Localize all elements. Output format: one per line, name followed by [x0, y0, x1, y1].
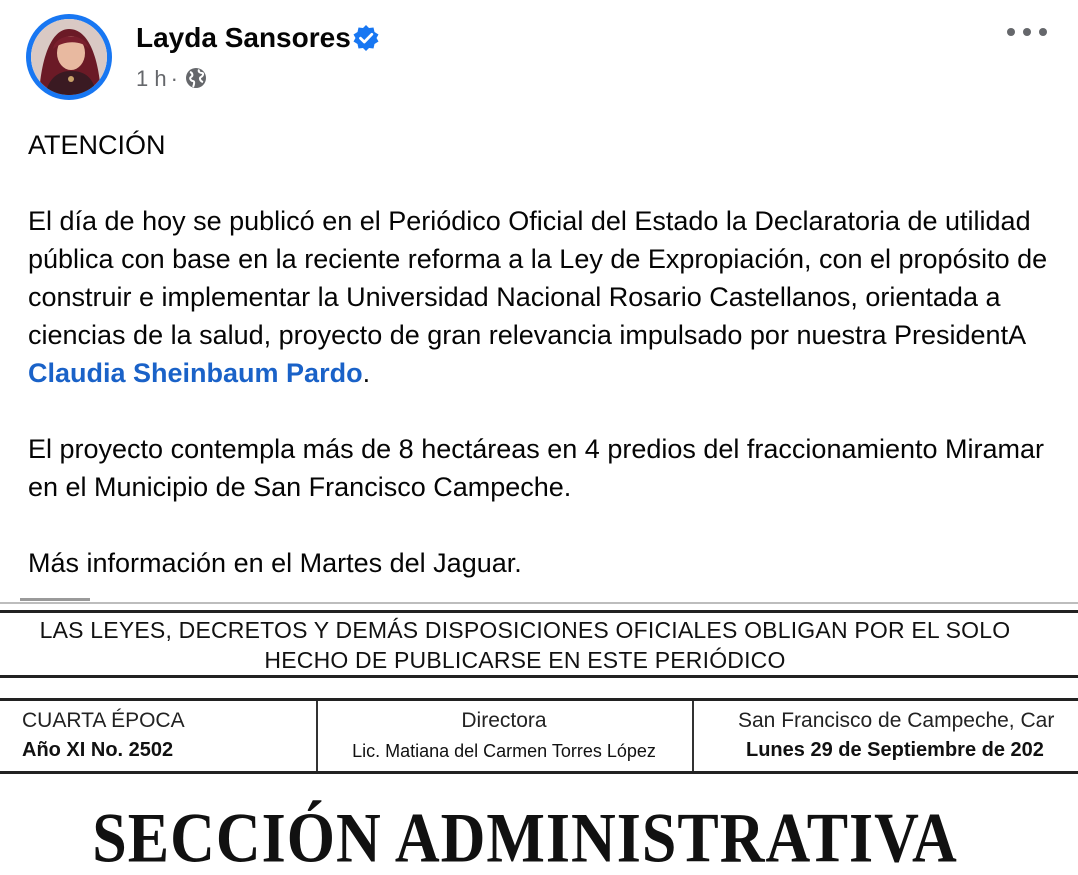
doc-section-title: SECCIÓN ADMINISTRATIVA — [92, 799, 958, 875]
more-options-icon[interactable] — [1002, 20, 1052, 44]
doc-place: San Francisco de Campeche, Car — [738, 709, 1055, 732]
doc-divider — [0, 602, 1078, 604]
legend-line-1: LAS LEYES, DECRETOS Y DEMÁS DISPOSICIONES OFICIALES OBLIGAN POR EL SOLO — [39, 617, 1011, 643]
doc-director-label: Directora — [461, 709, 547, 732]
verified-badge-icon — [352, 24, 380, 52]
avatar[interactable] — [31, 19, 107, 95]
mention-link[interactable]: Claudia Sheinbaum Pardo — [28, 358, 363, 388]
avatar-story-ring[interactable] — [26, 14, 112, 100]
doc-date: Lunes 29 de Septiembre de 202 — [746, 739, 1044, 761]
paragraph-1-end: . — [362, 358, 371, 388]
doc-issue: Año XI No. 2502 — [22, 739, 174, 761]
paragraph-1-text: El día de hoy se publicó en el Periódico Oficial del Estado la Declaratoria de utilidad pública con base en la reciente reforma a la Ley de Expropiación, con el propósito de construir e implementar la Universidad Nacional Rosario Castellanos, orientada a ciencias de la salud, proyecto de gran relevancia impulsado por nuestra PresidentA — [28, 206, 1048, 350]
doc-place-cell — [692, 701, 1078, 771]
globe-icon[interactable] — [184, 66, 208, 90]
doc-legend — [0, 610, 1078, 678]
post-meta — [136, 64, 208, 94]
doc-director-name: Lic. Matiana del Carmen Torres López — [352, 741, 656, 761]
post-paragraph-1 — [28, 202, 1058, 392]
doc-epoch: CUARTA ÉPOCA — [22, 709, 185, 732]
post-paragraph-3: Más información en el Martes del Jaguar. — [28, 548, 522, 578]
doc-info-row — [0, 698, 1078, 774]
meta-separator: · — [170, 66, 178, 91]
attached-document-image[interactable] — [0, 596, 1078, 875]
doc-mark — [20, 598, 90, 601]
post-paragraph-2: El proyecto contempla más de 8 hectáreas en 4 predios del fraccionamiento Miramar en el Municipio de San Francisco Campeche. — [28, 434, 1045, 502]
legend-line-2: HECHO DE PUBLICARSE EN ESTE PERIÓDICO — [264, 647, 786, 673]
post-heading: ATENCIÓN — [28, 130, 166, 160]
post-body — [28, 126, 1058, 582]
author-name[interactable]: Layda Sansores — [136, 22, 351, 53]
doc-epoch-cell — [0, 701, 318, 771]
post-header — [0, 0, 1078, 110]
doc-director-cell — [316, 701, 694, 771]
post-time[interactable]: 1 h — [136, 66, 167, 91]
